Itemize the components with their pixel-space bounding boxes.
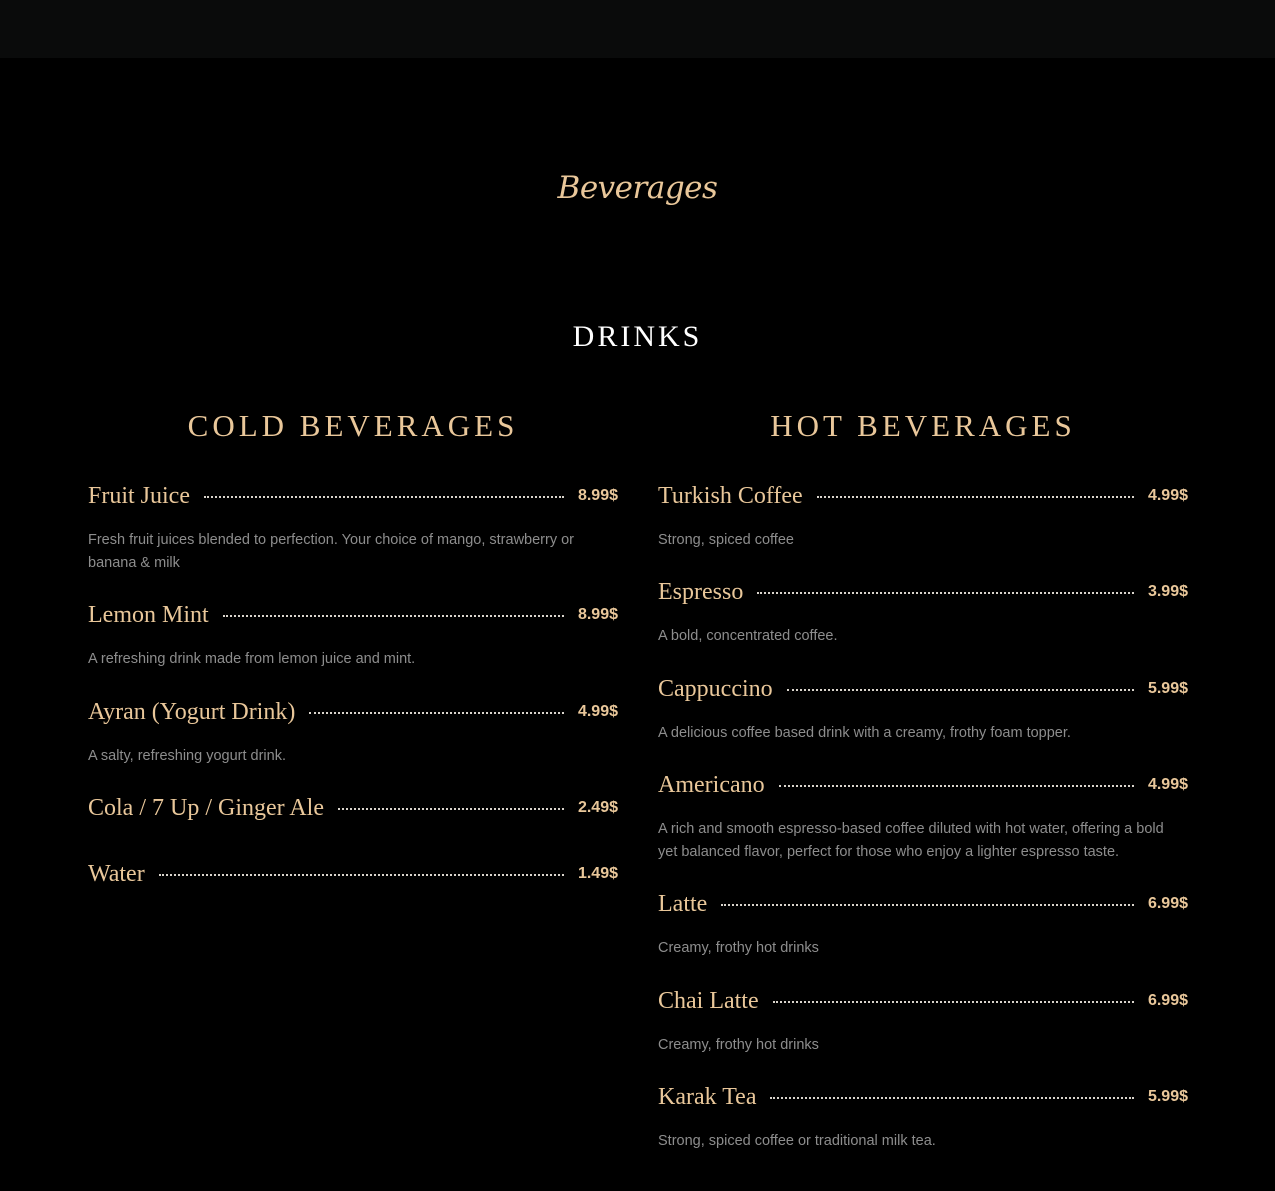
menu-item-espresso: [658, 575, 1188, 648]
item-price: 6.99$: [1147, 992, 1188, 1009]
item-name: Fruit Juice: [88, 482, 190, 509]
item-price: 5.99$: [1147, 1088, 1188, 1105]
item-price: 8.99$: [577, 606, 618, 623]
menu-item-ayran: [88, 695, 618, 768]
dotted-leader: [817, 496, 1134, 498]
item-price: 4.99$: [577, 703, 618, 720]
item-description: Strong, spiced coffee or traditional milk tea.: [658, 1133, 936, 1149]
item-price: 4.99$: [1147, 776, 1188, 793]
menu-item-americano: [658, 768, 1188, 864]
dotted-leader: [223, 615, 564, 617]
top-bar: [0, 0, 1275, 58]
menu-item-latte: [658, 887, 1188, 960]
menu-item-karak-tea: [658, 1080, 1188, 1153]
menu-item-fruit-juice: [88, 479, 618, 575]
dotted-leader: [770, 1097, 1133, 1099]
item-name: Karak Tea: [658, 1083, 757, 1110]
dotted-leader: [779, 785, 1134, 787]
item-description: Fresh fruit juices blended to perfection. Your choice of mango, strawberry or banana & milk: [88, 532, 575, 571]
menu-item-cola: [88, 791, 618, 825]
item-name: Cola / 7 Up / Ginger Ale: [88, 794, 324, 821]
item-name: Ayran (Yogurt Drink): [88, 698, 296, 725]
item-description: Strong, spiced coffee: [658, 532, 794, 548]
dotted-leader: [204, 496, 564, 498]
item-description: A salty, refreshing yogurt drink.: [88, 748, 286, 764]
item-name: Americano: [658, 771, 765, 798]
menu-item-cappuccino: [658, 672, 1188, 745]
menu-item-turkish-coffee: [658, 479, 1188, 552]
item-price: 4.99$: [1147, 487, 1188, 504]
dotted-leader: [787, 689, 1134, 691]
item-price: 8.99$: [577, 487, 618, 504]
item-name: Lemon Mint: [88, 601, 209, 628]
dotted-leader: [773, 1001, 1134, 1003]
item-name: Chai Latte: [658, 987, 759, 1014]
item-price: 5.99$: [1147, 680, 1188, 697]
dotted-leader: [338, 808, 564, 810]
dotted-leader: [309, 712, 564, 714]
item-description: Creamy, frothy hot drinks: [658, 940, 819, 956]
cold-beverages-heading: COLD BEVERAGES: [187, 408, 519, 443]
item-name: Latte: [658, 890, 708, 917]
menu-item-chai-latte: [658, 984, 1188, 1057]
item-name: Water: [88, 860, 145, 887]
item-description: A delicious coffee based drink with a creamy, frothy foam topper.: [658, 725, 1071, 741]
item-name: Espresso: [658, 578, 744, 605]
hot-beverages-heading: HOT BEVERAGES: [770, 408, 1076, 443]
menu-item-water: [88, 857, 618, 891]
menu-item-lemon-mint: [88, 598, 618, 671]
dotted-leader: [757, 592, 1134, 594]
item-description: A refreshing drink made from lemon juice and mint.: [88, 651, 416, 667]
item-price: 1.49$: [577, 865, 618, 882]
item-price: 2.49$: [577, 799, 618, 816]
beverages-script-title: Beverages: [557, 170, 718, 206]
item-description: Creamy, frothy hot drinks: [658, 1037, 819, 1053]
item-price: 3.99$: [1147, 583, 1188, 600]
item-name: Turkish Coffee: [658, 482, 803, 509]
item-price: 6.99$: [1147, 895, 1188, 912]
item-description: A bold, concentrated coffee.: [658, 628, 838, 644]
dotted-leader: [721, 904, 1134, 906]
item-description: A rich and smooth espresso-based coffee diluted with hot water, offering a bold yet balanced flavor, perfect for those who enjoy a lighter espresso taste.: [658, 821, 1164, 860]
dotted-leader: [159, 874, 564, 876]
item-name: Cappuccino: [658, 675, 773, 702]
drinks-section-title: DRINKS: [572, 320, 703, 353]
